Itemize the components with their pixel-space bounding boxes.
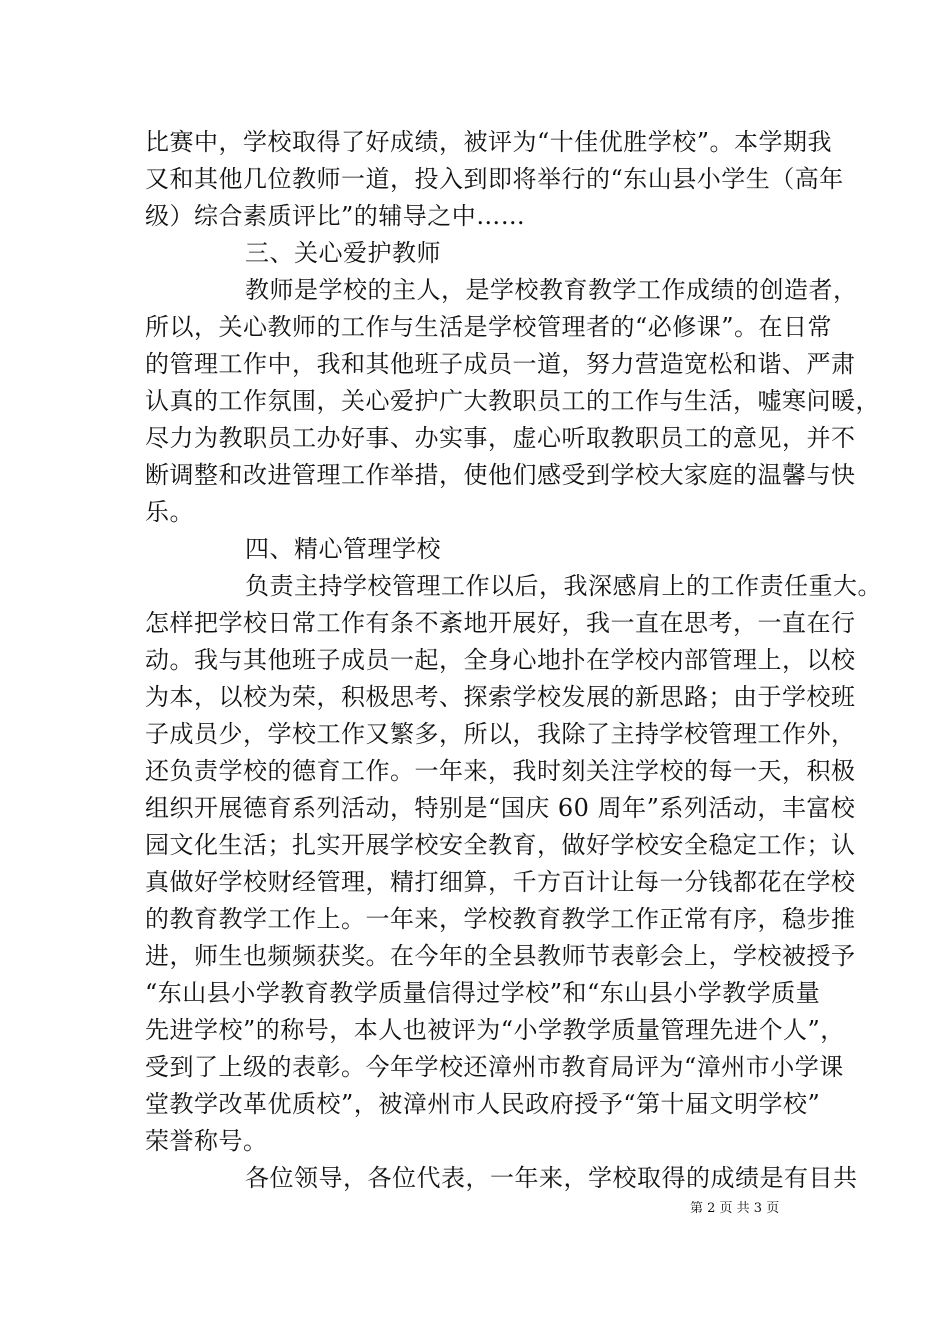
- text-line: 先进学校”的称号，本人也被评为“小学教学质量管理先进个人”，: [145, 1016, 845, 1044]
- text-line: 断调整和改进管理工作举措，使他们感受到学校大家庭的温馨与快: [145, 461, 856, 489]
- text-line: 级）综合素质评比”的辅导之中……: [145, 202, 526, 230]
- text-line: 乐。: [145, 498, 194, 526]
- text-line: 的管理工作中，我和其他班子成员一道，努力营造宽松和谐、严肃: [145, 350, 856, 378]
- text-line: 堂教学改革优质校”，被漳州市人民政府授予“第十届文明学校”: [145, 1090, 821, 1118]
- text-line: 进，师生也频频获奖。在今年的全县教师节表彰会上，学校被授予: [145, 942, 856, 970]
- text-line: “东山县小学教育教学质量信得过学校”和“东山县小学教学质量: [145, 979, 821, 1007]
- text-line: 荣誉称号。: [145, 1127, 268, 1155]
- text-line: 尽力为教职员工办好事、办实事，虚心听取教职员工的意见，并不: [145, 424, 856, 452]
- text-line: 子成员少，学校工作又繁多，所以，我除了主持学校管理工作外，: [145, 720, 856, 748]
- text-line: 所以，关心教师的工作与生活是学校管理者的“必修课”。在日常: [145, 313, 833, 341]
- text-line: 教师是学校的主人，是学校教育教学工作成绩的创造者，: [245, 276, 858, 304]
- text-line: 动。我与其他班子成员一起，全身心地扑在学校内部管理上，以校: [145, 646, 856, 674]
- text-line: 怎样把学校日常工作有条不紊地开展好，我一直在思考，一直在行: [145, 609, 856, 637]
- text-line: 组织开展德育系列活动，特别是“国庆 60 周年”系列活动，丰富校: [145, 794, 856, 822]
- text-line: 比赛中，学校取得了好成绩，被评为“十佳优胜学校”。本学期我: [145, 128, 833, 156]
- text-line: 又和其他几位教师一道，投入到即将举行的“东山县小学生（高年: [145, 165, 844, 193]
- text-line: 各位领导，各位代表，一年来，学校取得的成绩是有目共: [245, 1164, 858, 1192]
- text-line: 为本，以校为荣，积极思考、探索学校发展的新思路；由于学校班: [145, 683, 856, 711]
- text-line: 认真的工作氛围，关心爱护广大教职员工的工作与生活，嘘寒问暖，: [145, 387, 880, 415]
- page-footer: 第 2 页 共 3 页: [690, 1201, 780, 1216]
- section-heading: 四、精心管理学校: [245, 535, 441, 563]
- text-line: 园文化生活；扎实开展学校安全教育，做好学校安全稳定工作；认: [145, 831, 856, 859]
- text-line: 还负责学校的德育工作。一年来，我时刻关注学校的每一天，积极: [145, 757, 856, 785]
- section-heading: 三、关心爱护教师: [245, 239, 441, 267]
- text-line: 受到了上级的表彰。今年学校还漳州市教育局评为“漳州市小学课: [145, 1053, 844, 1081]
- text-line: 负责主持学校管理工作以后，我深感肩上的工作责任重大。: [245, 572, 882, 600]
- text-line: 真做好学校财经管理，精打细算，千方百计让每一分钱都花在学校: [145, 868, 856, 896]
- text-line: 的教育教学工作上。一年来，学校教育教学工作正常有序，稳步推: [145, 905, 856, 933]
